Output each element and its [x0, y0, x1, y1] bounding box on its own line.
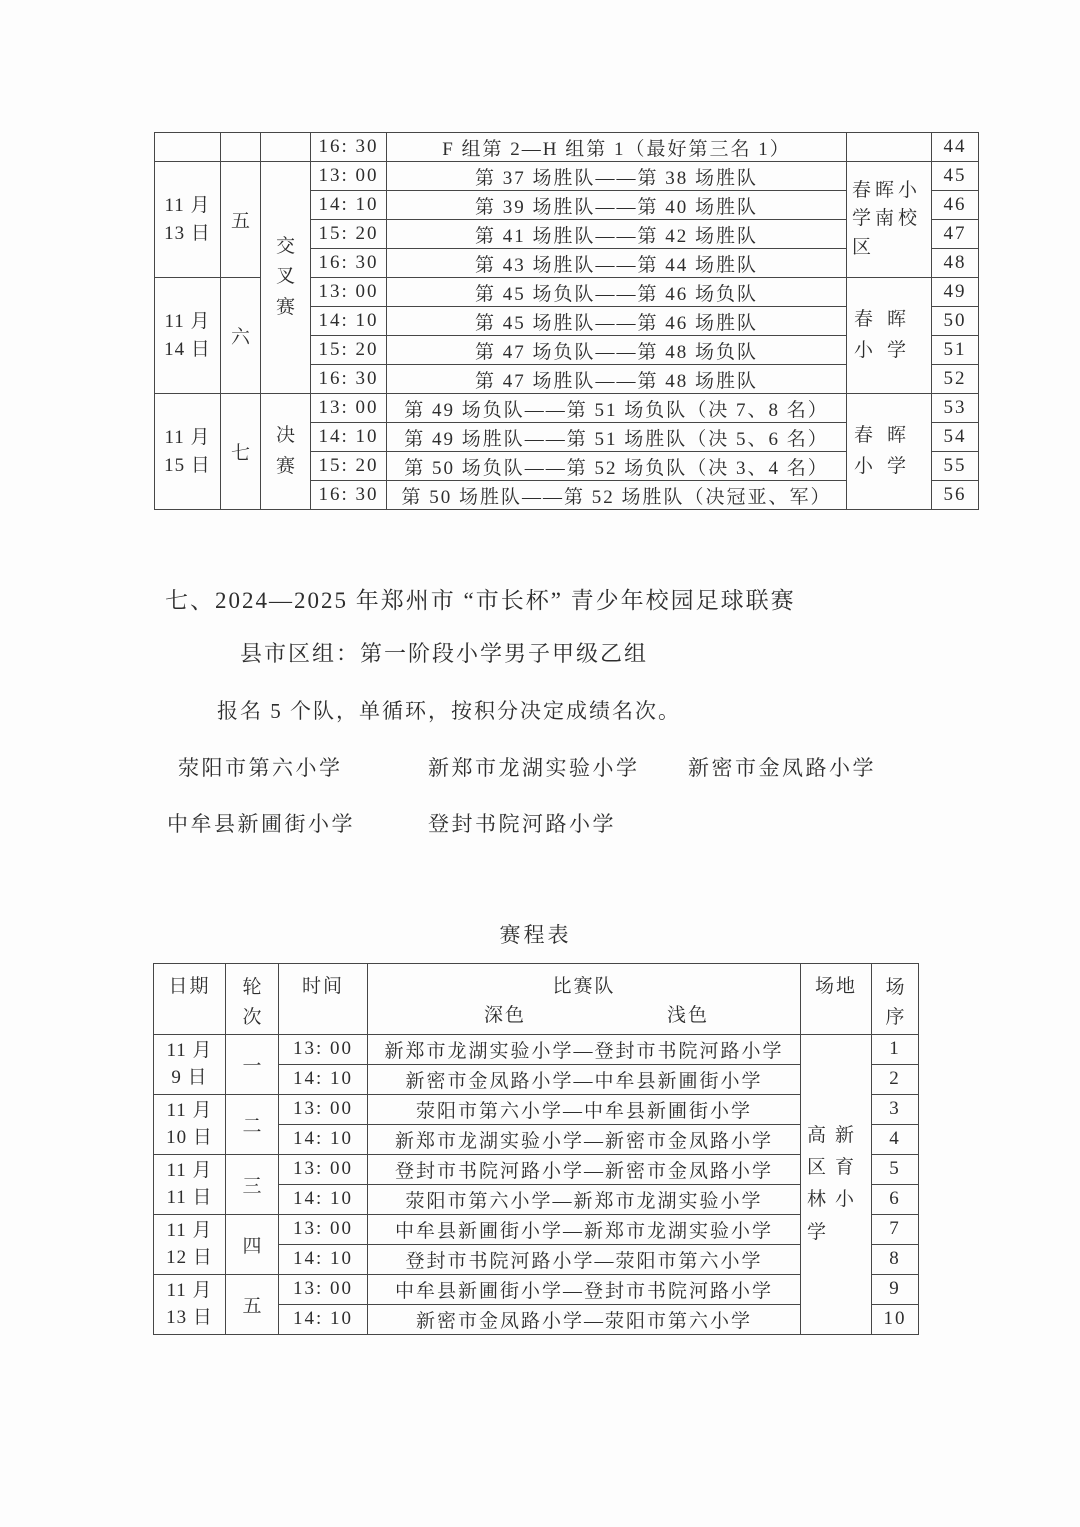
match-number-cell: 52 [932, 365, 979, 394]
match-number-cell: 45 [932, 162, 979, 191]
header-order: 场序 [872, 964, 919, 1035]
match-cell: 荥阳市第六小学—新郑市龙湖实验小学 [368, 1184, 801, 1214]
date-day: 12 日 [166, 1247, 213, 1269]
match-cell: 第 37 场胜队——第 38 场胜队 [387, 162, 847, 191]
stage-label: 交叉赛 [275, 235, 295, 318]
table-row [155, 394, 979, 423]
date-day: 15 日 [164, 454, 211, 476]
match-number-cell: 47 [932, 220, 979, 249]
match-number-cell: 50 [932, 307, 979, 336]
match-number-cell: 10 [872, 1304, 919, 1334]
match-number-cell: 56 [932, 481, 979, 510]
match-cell: 新密市金凤路小学—荥阳市第六小学 [368, 1304, 801, 1334]
time-cell: 13: 00 [279, 1094, 368, 1124]
team-name: 登封书院河路小学 [428, 812, 616, 836]
venue-cell [847, 394, 932, 510]
venue-label: 高新区育林小学 [807, 1124, 864, 1243]
stage-label: 决赛 [275, 425, 295, 477]
match-number-cell: 49 [932, 278, 979, 307]
header-date: 日期 [154, 964, 226, 1035]
date-day: 14 日 [164, 338, 211, 360]
time-cell: 16: 30 [311, 133, 387, 162]
date-month: 11 月 [166, 1099, 213, 1121]
date-month: 11 月 [164, 194, 211, 216]
time-cell: 15: 20 [311, 336, 387, 365]
team-name: 中牟县新圃街小学 [167, 812, 355, 836]
date-month: 11 月 [166, 1279, 213, 1301]
match-number-cell: 54 [932, 423, 979, 452]
date-cell [154, 1154, 226, 1214]
time-cell: 16: 30 [311, 481, 387, 510]
table-header-row [154, 964, 919, 1035]
match-cell: 登封市书院河路小学—新密市金凤路小学 [368, 1154, 801, 1184]
match-number-cell: 48 [932, 249, 979, 278]
match-number-cell: 46 [932, 191, 979, 220]
header-venue: 场地 [801, 964, 872, 1035]
time-cell: 14: 10 [279, 1184, 368, 1214]
venue-cell [847, 278, 932, 394]
table-row [155, 162, 979, 191]
time-cell: 16: 30 [311, 365, 387, 394]
time-cell: 14: 10 [311, 307, 387, 336]
venue-cell [801, 1034, 872, 1334]
round-cell: 三 [226, 1154, 279, 1214]
venue-cell [847, 133, 932, 162]
match-cell: 第 45 场负队——第 46 场负队 [387, 278, 847, 307]
match-cell: 荥阳市第六小学—中牟县新圃街小学 [368, 1094, 801, 1124]
time-cell: 14: 10 [311, 423, 387, 452]
date-cell [155, 133, 221, 162]
round-cell: 七 [221, 394, 261, 510]
date-cell [155, 394, 221, 510]
match-cell: 第 50 场胜队——第 52 场胜队（决冠亚、军） [387, 481, 847, 510]
date-cell [155, 162, 221, 278]
date-month: 11 月 [164, 426, 211, 448]
venue-label: 春晖小学 [854, 309, 921, 361]
match-number-cell: 9 [872, 1274, 919, 1304]
time-cell: 14: 10 [279, 1244, 368, 1274]
match-number-cell: 4 [872, 1124, 919, 1154]
match-number-cell: 44 [932, 133, 979, 162]
table-row [155, 133, 979, 162]
match-cell: 新郑市龙湖实验小学—登封市书院河路小学 [368, 1034, 801, 1064]
match-cell: F 组第 2—H 组第 1（最好第三名 1） [387, 133, 847, 162]
time-cell: 13: 00 [279, 1154, 368, 1184]
header-round: 轮次 [226, 964, 279, 1035]
round-cell [221, 133, 261, 162]
schedule-title: 赛程表 [499, 923, 572, 947]
stage-cell [261, 162, 311, 394]
match-number-cell: 3 [872, 1094, 919, 1124]
stage-cell [261, 133, 311, 162]
venue-cell [847, 162, 932, 278]
date-day: 13 日 [166, 1307, 213, 1329]
schedule-table [153, 963, 919, 1335]
round-cell: 五 [226, 1274, 279, 1334]
section-subheading: 县市区组：第一阶段小学男子甲级乙组 [240, 641, 649, 666]
header-light-label: 浅色 [667, 1004, 710, 1026]
match-cell: 第 41 场胜队——第 42 场胜队 [387, 220, 847, 249]
time-cell: 14: 10 [279, 1064, 368, 1094]
time-cell: 13: 00 [279, 1274, 368, 1304]
date-month: 11 月 [164, 310, 211, 332]
match-cell: 第 47 场胜队——第 48 场胜队 [387, 365, 847, 394]
match-cell: 第 45 场胜队——第 46 场胜队 [387, 307, 847, 336]
match-cell: 第 47 场负队——第 48 场负队 [387, 336, 847, 365]
round-cell: 六 [221, 278, 261, 394]
match-number-cell: 6 [872, 1184, 919, 1214]
time-cell: 15: 20 [311, 452, 387, 481]
date-day: 13 日 [164, 222, 211, 244]
header-time: 时间 [279, 964, 368, 1035]
header-dark-label: 深色 [484, 1004, 527, 1026]
match-cell: 第 50 场负队——第 52 场负队（决 3、4 名） [387, 452, 847, 481]
section-note: 报名 5 个队，单循环，按积分决定成绩名次。 [217, 699, 681, 723]
match-cell: 登封市书院河路小学—荥阳市第六小学 [368, 1244, 801, 1274]
stage-cell [261, 394, 311, 510]
time-cell: 14: 10 [279, 1124, 368, 1154]
time-cell: 13: 00 [279, 1214, 368, 1244]
round-cell: 一 [226, 1034, 279, 1094]
match-cell: 第 49 场胜队——第 51 场胜队（决 5、6 名） [387, 423, 847, 452]
match-number-cell: 53 [932, 394, 979, 423]
date-day: 9 日 [171, 1067, 208, 1089]
match-cell: 第 49 场负队——第 51 场负队（决 7、8 名） [387, 394, 847, 423]
time-cell: 14: 10 [311, 191, 387, 220]
header-teams [368, 964, 801, 1035]
match-number-cell: 2 [872, 1064, 919, 1094]
venue-label: 春晖小学南校区 [852, 179, 922, 258]
round-cell: 四 [226, 1214, 279, 1274]
team-name: 新密市金凤路小学 [688, 756, 876, 780]
date-month: 11 月 [166, 1219, 213, 1241]
date-cell [154, 1214, 226, 1274]
match-number-cell: 51 [932, 336, 979, 365]
time-cell: 16: 30 [311, 249, 387, 278]
round-cell: 五 [221, 162, 261, 278]
date-cell [154, 1094, 226, 1154]
round-cell: 二 [226, 1094, 279, 1154]
match-cell: 新密市金凤路小学—中牟县新圃街小学 [368, 1064, 801, 1094]
table-row [154, 1034, 919, 1064]
match-cell: 中牟县新圃街小学—新郑市龙湖实验小学 [368, 1214, 801, 1244]
time-cell: 15: 20 [311, 220, 387, 249]
header-teams-label: 比赛队 [552, 976, 616, 997]
time-cell: 13: 00 [311, 278, 387, 307]
match-number-cell: 55 [932, 452, 979, 481]
venue-label: 春晖小学 [854, 425, 921, 477]
match-number-cell: 8 [872, 1244, 919, 1274]
time-cell: 13: 00 [311, 162, 387, 191]
match-number-cell: 1 [872, 1034, 919, 1064]
match-number-cell: 7 [872, 1214, 919, 1244]
team-name: 荥阳市第六小学 [178, 756, 343, 780]
match-cell: 第 43 场胜队——第 44 场胜队 [387, 249, 847, 278]
time-cell: 13: 00 [279, 1034, 368, 1064]
time-cell: 14: 10 [279, 1304, 368, 1334]
date-month: 11 月 [166, 1159, 213, 1181]
date-cell [154, 1274, 226, 1334]
section-heading: 七、2024—2025 年郑州市 “市长杯” 青少年校园足球联赛 [165, 588, 796, 613]
date-cell [155, 278, 221, 394]
time-cell: 13: 00 [311, 394, 387, 423]
team-name: 新郑市龙湖实验小学 [428, 756, 640, 780]
match-number-cell: 5 [872, 1154, 919, 1184]
match-cell: 第 39 场胜队——第 40 场胜队 [387, 191, 847, 220]
continuation-schedule-table [154, 132, 979, 510]
date-day: 10 日 [166, 1127, 213, 1149]
date-month: 11 月 [166, 1039, 213, 1061]
date-day: 11 日 [166, 1187, 213, 1209]
date-cell [154, 1034, 226, 1094]
match-cell: 新郑市龙湖实验小学—新密市金凤路小学 [368, 1124, 801, 1154]
match-cell: 中牟县新圃街小学—登封市书院河路小学 [368, 1274, 801, 1304]
